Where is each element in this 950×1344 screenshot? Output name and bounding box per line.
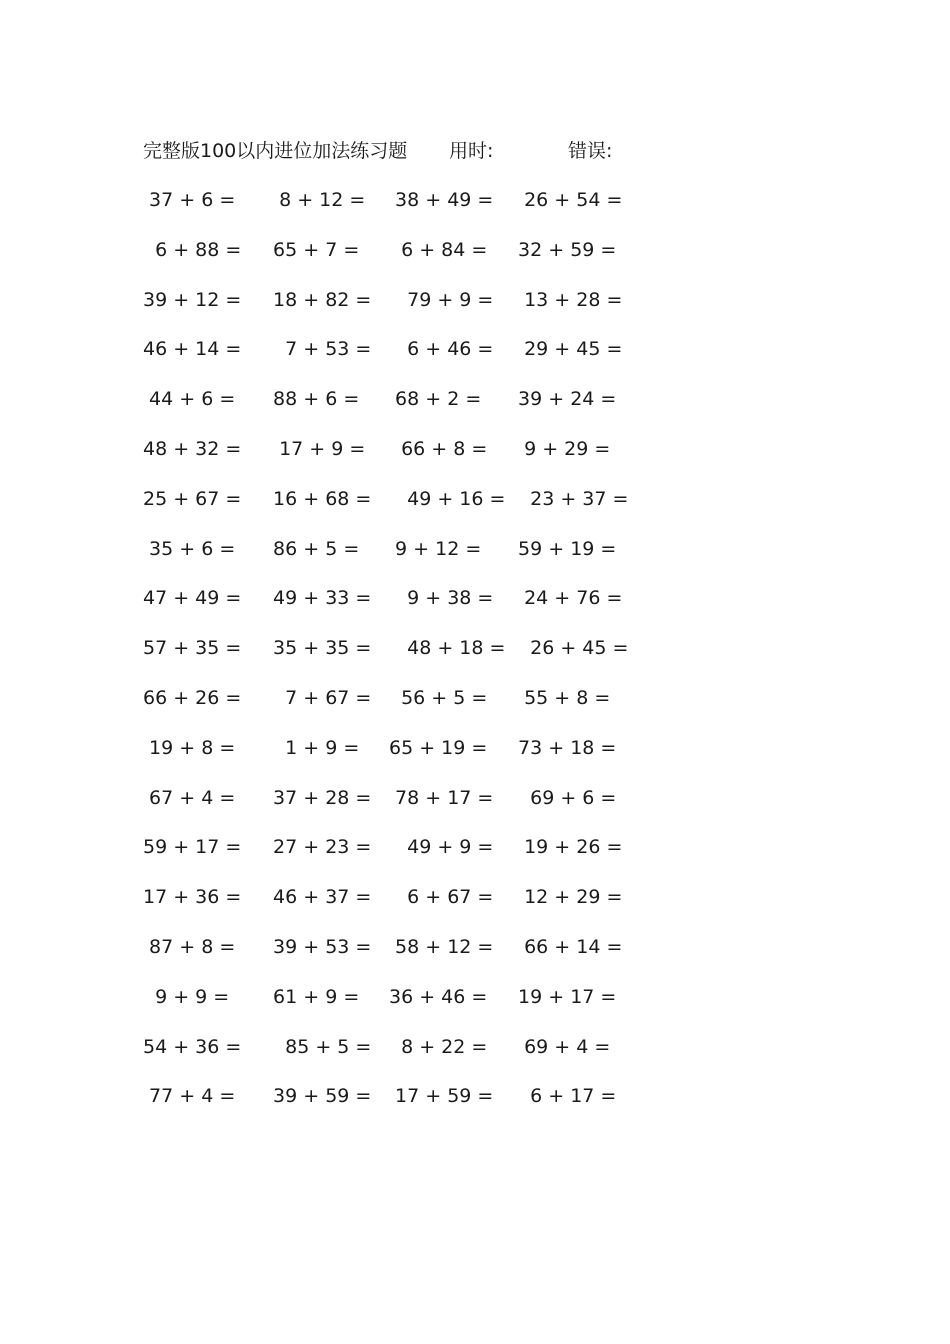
errors-label: 错误: <box>568 140 613 162</box>
addition-problem: 19 + 8 = <box>143 736 236 759</box>
addition-problem: 49 + 9 = <box>389 836 494 859</box>
addition-problem: 59 + 17 = <box>143 836 242 859</box>
addition-problem: 18 + 82 = <box>267 288 372 311</box>
addition-problem: 66 + 14 = <box>512 935 623 958</box>
addition-problem: 47 + 49 = <box>143 587 242 610</box>
time-used-label: 用时: <box>449 140 494 162</box>
addition-problem: 78 + 17 = <box>389 786 494 809</box>
addition-problem: 26 + 45 = <box>512 637 629 660</box>
addition-problem: 66 + 8 = <box>389 437 488 460</box>
addition-problem: 54 + 36 = <box>143 1035 242 1058</box>
problem-row <box>0 532 950 582</box>
addition-problem: 55 + 8 = <box>512 686 611 709</box>
addition-problem: 25 + 67 = <box>143 487 242 510</box>
problem-row <box>0 482 950 532</box>
addition-problem: 6 + 88 = <box>143 238 242 261</box>
problem-row <box>0 731 950 781</box>
problem-row <box>0 283 950 333</box>
addition-problem: 87 + 8 = <box>143 935 236 958</box>
problem-row <box>0 233 950 283</box>
addition-problem: 36 + 46 = <box>389 985 488 1008</box>
addition-problem: 6 + 67 = <box>389 886 494 909</box>
addition-problem: 17 + 36 = <box>143 886 242 909</box>
addition-problem: 9 + 12 = <box>389 537 482 560</box>
addition-problem: 8 + 22 = <box>389 1035 488 1058</box>
addition-problem: 6 + 17 = <box>512 1085 617 1108</box>
addition-problem: 46 + 14 = <box>143 338 242 361</box>
problem-row <box>0 880 950 930</box>
addition-problem: 67 + 4 = <box>143 786 236 809</box>
addition-problem: 65 + 7 = <box>267 238 360 261</box>
addition-problem: 13 + 28 = <box>512 288 623 311</box>
addition-problem: 61 + 9 = <box>267 985 360 1008</box>
problem-row <box>0 432 950 482</box>
problem-row <box>0 1030 950 1080</box>
addition-problem: 85 + 5 = <box>267 1035 372 1058</box>
addition-problem: 46 + 37 = <box>267 886 372 909</box>
addition-problem: 48 + 32 = <box>143 437 242 460</box>
addition-problem: 7 + 53 = <box>267 338 372 361</box>
addition-problem: 69 + 6 = <box>512 786 617 809</box>
addition-problem: 48 + 18 = <box>389 637 506 660</box>
addition-problem: 6 + 46 = <box>389 338 494 361</box>
addition-problem: 39 + 59 = <box>267 1085 372 1108</box>
addition-problem: 8 + 12 = <box>267 189 366 211</box>
addition-problem: 79 + 9 = <box>389 288 494 311</box>
addition-problem: 32 + 59 = <box>512 238 617 261</box>
addition-problem: 44 + 6 = <box>143 388 236 411</box>
addition-problem: 39 + 24 = <box>512 388 617 411</box>
problem-row <box>0 183 950 233</box>
addition-problem: 68 + 2 = <box>389 388 482 411</box>
addition-problem: 49 + 33 = <box>267 587 372 610</box>
addition-problem: 23 + 37 = <box>512 487 629 510</box>
addition-problem: 19 + 26 = <box>512 836 623 859</box>
addition-problem: 38 + 49 = <box>389 189 494 211</box>
problem-row <box>0 830 950 880</box>
problem-row <box>0 930 950 980</box>
addition-problem: 1 + 9 = <box>267 736 360 759</box>
addition-problem: 65 + 19 = <box>389 736 488 759</box>
addition-problem: 37 + 6 = <box>143 189 236 211</box>
addition-problem: 73 + 18 = <box>512 736 617 759</box>
addition-problem: 12 + 29 = <box>512 886 623 909</box>
addition-problem: 77 + 4 = <box>143 1085 236 1108</box>
problem-row <box>0 631 950 681</box>
addition-problem: 59 + 19 = <box>512 537 617 560</box>
addition-problem: 7 + 67 = <box>267 686 372 709</box>
addition-problem: 56 + 5 = <box>389 686 488 709</box>
addition-problem: 9 + 29 = <box>512 437 611 460</box>
addition-problem: 86 + 5 = <box>267 537 360 560</box>
problem-row <box>0 1079 950 1129</box>
addition-problem: 69 + 4 = <box>512 1035 611 1058</box>
problem-row <box>0 980 950 1030</box>
addition-problem: 35 + 35 = <box>267 637 372 660</box>
addition-problem: 88 + 6 = <box>267 388 360 411</box>
addition-problem: 39 + 53 = <box>267 935 372 958</box>
problem-row <box>0 332 950 382</box>
addition-problem: 17 + 9 = <box>267 437 366 460</box>
addition-problem: 17 + 59 = <box>389 1085 494 1108</box>
addition-problem: 24 + 76 = <box>512 587 623 610</box>
problem-grid <box>0 183 950 1129</box>
addition-problem: 57 + 35 = <box>143 637 242 660</box>
problem-row <box>0 681 950 731</box>
addition-problem: 16 + 68 = <box>267 487 372 510</box>
addition-problem: 9 + 9 = <box>143 985 230 1008</box>
addition-problem: 49 + 16 = <box>389 487 506 510</box>
addition-problem: 29 + 45 = <box>512 338 623 361</box>
addition-problem: 37 + 28 = <box>267 786 372 809</box>
addition-problem: 27 + 23 = <box>267 836 372 859</box>
addition-problem: 35 + 6 = <box>143 537 236 560</box>
problem-row <box>0 781 950 831</box>
problem-row <box>0 382 950 432</box>
worksheet-title: 完整版100以内进位加法练习题 <box>143 140 408 162</box>
addition-problem: 66 + 26 = <box>143 686 242 709</box>
addition-problem: 19 + 17 = <box>512 985 617 1008</box>
addition-problem: 39 + 12 = <box>143 288 242 311</box>
addition-problem: 6 + 84 = <box>389 238 488 261</box>
addition-problem: 9 + 38 = <box>389 587 494 610</box>
addition-problem: 58 + 12 = <box>389 935 494 958</box>
addition-problem: 26 + 54 = <box>512 189 623 211</box>
problem-row <box>0 581 950 631</box>
